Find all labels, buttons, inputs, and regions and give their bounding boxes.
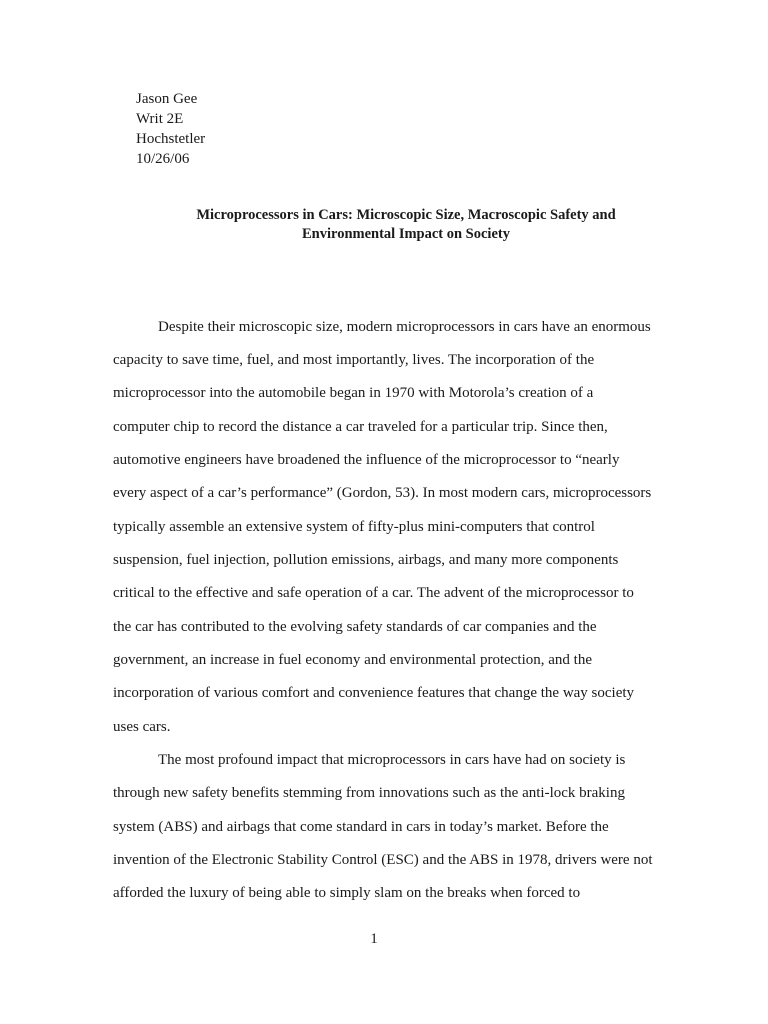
essay-title-line-1: Microprocessors in Cars: Microscopic Size, Macroscopic Safety and [196, 207, 616, 223]
paragraph-2-line: through new safety benefits stemming from innovations such as the anti-lock braking [113, 785, 625, 801]
paragraph-1-line: capacity to save time, fuel, and most importantly, lives. The incorporation of the [113, 352, 595, 368]
course-name: Writ 2E [136, 111, 184, 127]
paragraph-1-line: microprocessor into the automobile began in 1970 with Motorola’s creation of a [113, 385, 594, 401]
paragraph-2-line: invention of the Electronic Stability Control (ESC) and the ABS in 1978, drivers were not [113, 852, 653, 868]
paragraph-1-line: government, an increase in fuel economy and environmental protection, and the [113, 652, 592, 668]
paragraph-1-line: computer chip to record the distance a car traveled for a particular trip. Since then, [113, 419, 608, 435]
paragraph-2-line: The most profound impact that microprocessors in cars have had on society is [158, 752, 626, 768]
author-name: Jason Gee [136, 91, 198, 107]
paragraph-1-line: typically assemble an extensive system of fifty-plus mini-computers that control [113, 519, 595, 535]
paragraph-1-line: incorporation of various comfort and convenience features that change the way society [113, 685, 635, 701]
essay-title [100, 206, 712, 244]
paragraph-1-line: critical to the effective and safe operation of a car. The advent of the microprocessor to [113, 585, 634, 601]
essay-title-line-2: Environmental Impact on Society [302, 226, 510, 242]
paragraph-1-line: automotive engineers have broadened the influence of the microprocessor to “nearly [113, 452, 620, 468]
instructor-name: Hochstetler [136, 131, 206, 147]
paragraph-1-line: suspension, fuel injection, pollution emissions, airbags, and many more components [113, 552, 619, 568]
paragraph-1-line: Despite their microscopic size, modern microprocessors in cars have an enormous [158, 319, 651, 335]
paragraph-2-line: system (ABS) and airbags that come standard in cars in today’s market. Before the [113, 819, 609, 835]
paragraph-1-line: every aspect of a car’s performance” (Gordon, 53). In most modern cars, microprocessors [113, 485, 652, 501]
paragraph-1-line: the car has contributed to the evolving safety standards of car companies and the [113, 619, 597, 635]
paragraph-1-line: uses cars. [113, 719, 171, 735]
page-number: 1 [370, 931, 378, 947]
document-date: 10/26/06 [136, 151, 190, 167]
author-header [136, 89, 205, 169]
paragraph-2-line: afforded the luxury of being able to simply slam on the breaks when forced to [113, 885, 581, 901]
